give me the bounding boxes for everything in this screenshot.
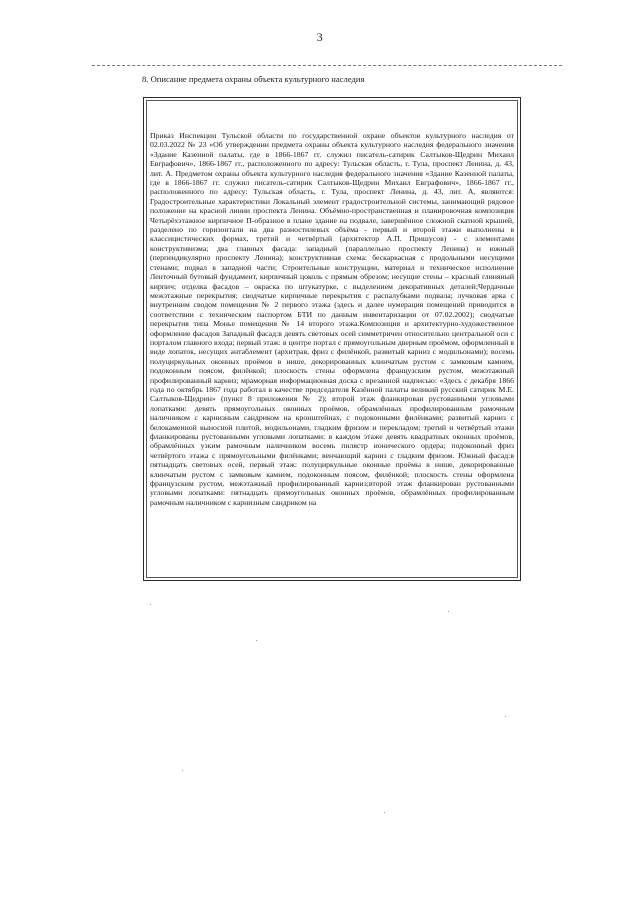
document-body-text: Приказ Инспекции Тульской области по государственной охране объектов культурного наследия от 02.03.2022 № 23 «Об утверждении предмета охраны объекта культурного наследия федерального значения «Здание Казенной палаты, где в 1866-1867 гг. служил писатель-сатирик Салтыков-Щедрин Михаил Евграфович», 1866-1867 гг., расположенного по адресу: Тульская область, г. Тула, проспект Ленина, д. 43, лит. А. Предметом охраны объекта культурного наследия федерального значения «Здание Казенной палаты, где в 1866-1867 гг. служил писатель-сатирик Салтыков-Щедрин Михаил Евграфович», 1866-1867 гг., расположенного по адресу: Тульская область, г. Тула, проспект Ленина, д. 43, лит. А, являются: Градостроительные характеристики Локальный элемент градостроительной системы, занимающий рядовое положение на красной линии проспекта Ленина. Объёмно-пространственная и планировочная композиция Четырёхэтажное кирпичное П-образное в плане здание на подвале, завершённое сложной скатной крышей, разделено по горизонтали на два разностилевых объёма - первый и второй этажи выполнены в классицистических формах, третий и четвёртый (архитектор А.П. Пришусов) - с элементами конструктивизма; два главных фасада: западный (параллельно проспекту Ленина) и южный (перпендикулярно проспекту Ленина); конструктивная схема: бескаркасная с продольными несущими стенами; подвал в западной части; Строительные конструкции, материал и техническое исполнение Ленточный бутовый фундамент, кирпичный цоколь с прямым обрезом; несущие стены – красный глиняный кирпич; отделка фасадов – окраска по штукатурке, с выделением декоративных деталей;Чердачные межэтажные перекрытия; сводчатые кирпичные перекрытия с распалубками подвала; лучковая арка с внутренним сводом помещения № 2 первого этажа (здесь и далее нумерация помещений приводится в соответствии с техническим паспортом БТИ по данным инвентаризации от 07.02.2002); сводчатые перекрытия типа Монье помещения № 14 второго этажа.Композиция и архитектурно-художественное оформление фасадов Западный фасад:в девять световых осей симметричен относительно центральной оси с порталом главного входа; первый этаж: в центре портал с прямоугольным дверным проёмом, оформленный в виде лопаток, несущих антаблемент (архитрав, фриз с филёнкой, развитый карниз с модильонами); восемь полуциркульных оконных проёмов в нише, декорированных клинчатым рустом с замковым камнем, подоконным поясом, филёнкой; плоскость стены оформлена французским рустом, межэтажный профилированный карниз; мраморная информационная доска с врезанной надписью: «Здесь с декабря 1866 года по октябрь 1867 года работал в качестве председателя Казённой палаты великий русский сатирик М.Е. Салтыков-Щедрин» (пункт 8 приложения № 2); второй этаж фланкирован рустованными угловыми лопатками: девять прямоугольных оконных проёмов, обрамлённых профилированным рамочным наличником с карнизным сандриком на кронштейнах, с подоконными филёнками; развитый карниз с белокаменной выносной плитой, модильонами, гладким фризом и перекладом; третий и четвёртый этажи фланкированы рустованными угловыми лопатками: в каждом этаже девять квадратных оконных проёмов, обрамлённых узким рамочным наличником восемь пилястр ионического ордера; подоконный фриз четвёртого этажа с прямоугольными филёнками; венчающий карниз с гладким фризом. Южный фасад:в пятнадцать световых осей, первый этаж: полуциркульные оконные проёмы в нише, декорированные клинчатым рустом с замковым камнем, подоконным поясом, филёнкой; плоскость стены оформлена французским рустом, межэтажный профилированный карниз;второй этаж фланкирован рустованными угловыми лопатками: пятнадцать прямоугольных оконных проёмов, обрамлённых профилированным рамочным наличником с карнизным сандриком на: [150, 131, 514, 507]
scan-speck: [505, 716, 506, 717]
section-heading: 8. Описание предмета охраны объекта культурного наследия: [142, 74, 365, 84]
scan-speck: [150, 604, 151, 605]
scan-speck: [448, 611, 449, 612]
page-number: 3: [316, 30, 324, 44]
scan-speck: [256, 640, 257, 641]
scan-speck: [384, 812, 385, 813]
top-divider: [92, 65, 562, 66]
scan-speck: [182, 770, 183, 771]
